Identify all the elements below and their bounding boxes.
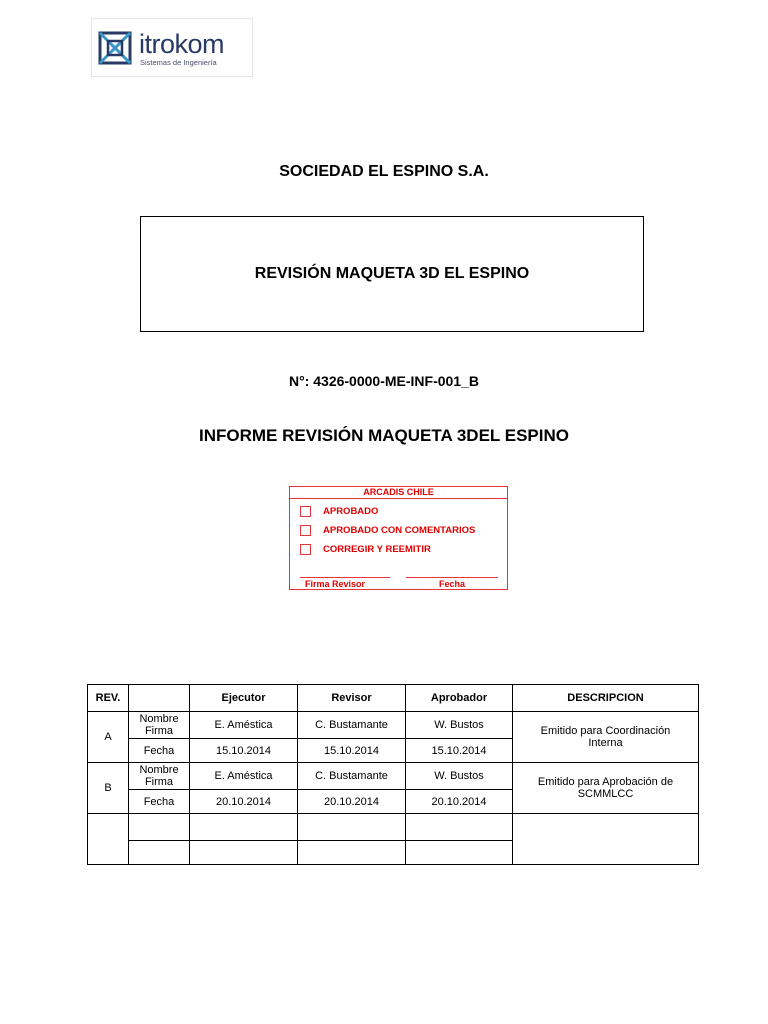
revisor-cell: C. Bustamante xyxy=(298,712,406,739)
revisor-date-cell: 20.10.2014 xyxy=(298,790,406,814)
revision-table xyxy=(87,684,699,865)
empty-cell xyxy=(513,814,699,865)
stamp-option-label: APROBADO xyxy=(323,506,379,517)
aprobador-cell: W. Bustos xyxy=(406,763,513,790)
title-box xyxy=(140,216,644,332)
report-title: INFORME REVISIÓN MAQUETA 3DEL ESPINO xyxy=(199,426,569,445)
date-label-cell: Fecha xyxy=(129,790,190,814)
rev-cell: B xyxy=(88,763,129,814)
empty-cell xyxy=(406,841,513,865)
logo-tagline: Sistemas de Ingeniería xyxy=(140,58,217,67)
stamp-option-label: APROBADO CON COMENTARIOS xyxy=(323,525,476,536)
empty-cell xyxy=(88,814,129,865)
ejecutor-cell: E. Améstica xyxy=(190,763,298,790)
empty-cell xyxy=(190,814,298,841)
name-label-cell: Nombre Firma xyxy=(129,712,190,739)
revisor-date-cell: 15.10.2014 xyxy=(298,739,406,763)
checkbox[interactable] xyxy=(300,506,311,517)
aprobador-date-cell: 15.10.2014 xyxy=(406,739,513,763)
signature-label: Firma Revisor xyxy=(305,579,366,589)
ejecutor-date-cell: 20.10.2014 xyxy=(190,790,298,814)
empty-cell xyxy=(129,814,190,841)
description-cell: Emitido para Aprobación de SCMMLCC xyxy=(513,763,699,814)
document-title: REVISIÓN MAQUETA 3D EL ESPINO xyxy=(254,265,530,282)
checkbox[interactable] xyxy=(300,525,311,536)
revisor-cell: C. Bustamante xyxy=(298,763,406,790)
aprobador-cell: W. Bustos xyxy=(406,712,513,739)
header-revisor: Revisor xyxy=(298,685,406,712)
rev-cell: A xyxy=(88,712,129,763)
document-number: N°: 4326-0000-ME-INF-001_B xyxy=(288,373,479,389)
name-label-cell: Nombre Firma xyxy=(129,763,190,790)
table-row xyxy=(88,712,699,739)
description-cell: Emitido para Coordinación Interna xyxy=(513,712,699,763)
ejecutor-date-cell: 15.10.2014 xyxy=(190,739,298,763)
empty-cell xyxy=(298,841,406,865)
empty-cell xyxy=(298,814,406,841)
ejecutor-cell: E. Améstica xyxy=(190,712,298,739)
empty-cell xyxy=(406,814,513,841)
cube-logo-icon xyxy=(98,31,132,65)
company-logo xyxy=(91,18,253,77)
table-header-row xyxy=(88,685,699,712)
checkbox[interactable] xyxy=(300,544,311,555)
header-rev: REV. xyxy=(88,685,129,712)
header-ejecutor: Ejecutor xyxy=(190,685,298,712)
table-row-empty xyxy=(88,814,699,841)
approval-stamp xyxy=(289,486,508,590)
date-label-cell: Fecha xyxy=(129,739,190,763)
empty-cell xyxy=(190,841,298,865)
table-row xyxy=(88,763,699,790)
header-aprobador: Aprobador xyxy=(406,685,513,712)
stamp-header: ARCADIS CHILE xyxy=(290,487,507,499)
logo-brand: itrokom xyxy=(139,29,225,59)
header-blank xyxy=(129,685,190,712)
signature-line xyxy=(300,577,390,578)
aprobador-date-cell: 20.10.2014 xyxy=(406,790,513,814)
stamp-option-label: CORREGIR Y REEMITIR xyxy=(323,544,431,555)
date-line xyxy=(406,577,498,578)
date-label: Fecha xyxy=(439,579,466,589)
company-name: SOCIEDAD EL ESPINO S.A. xyxy=(279,163,489,180)
empty-cell xyxy=(129,841,190,865)
header-descripcion: DESCRIPCION xyxy=(513,685,699,712)
